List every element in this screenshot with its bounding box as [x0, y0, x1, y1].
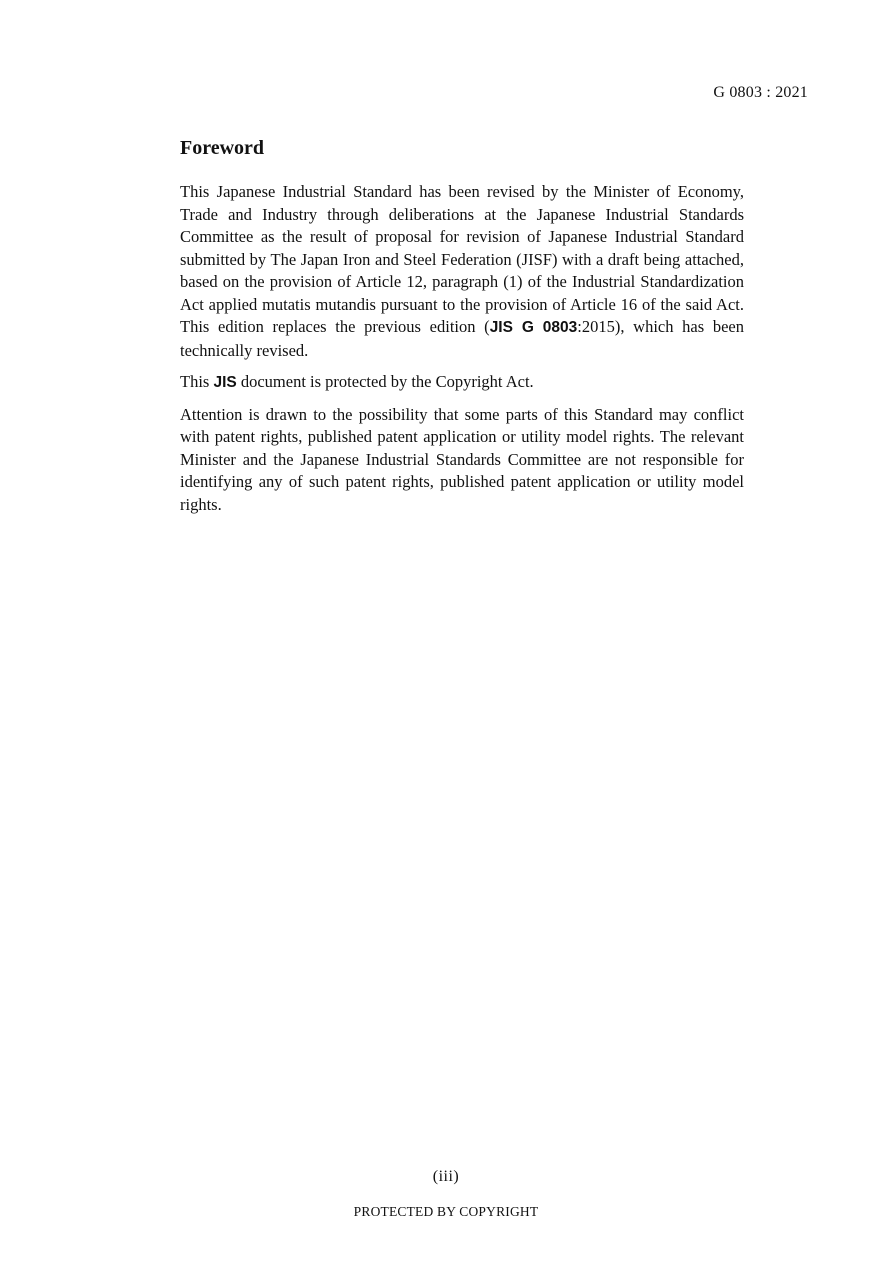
foreword-heading: Foreword — [180, 137, 265, 159]
copyright-text-start: This — [180, 372, 214, 391]
page-number: (iii) — [432, 1168, 460, 1185]
previous-edition-reference: JIS G 0803 — [489, 319, 578, 336]
revision-text-end: :2015), which has been technically revised. — [180, 317, 745, 360]
jis-mark: JIS — [213, 374, 237, 391]
copyright-paragraph — [180, 371, 744, 395]
revision-paragraph — [180, 181, 744, 362]
revision-text: This Japanese Industrial Standard has been revised by the Minister of Economy, Trade and Industry through deliberations at the Japanese Industrial Standards Committee as the result of proposal for revision of Japanese Industrial Standard submitted by The Japan Iron and Steel Federation (JISF) with a draft being attached, based on the provision of Article 12, paragraph (1) of the Industrial Standardization Act applied mutatis mutandis pursuant to the provision of Article 16 of the said Act. This edition replaces the previous edition ( — [180, 182, 744, 336]
patent-paragraph: Attention is drawn to the possibility that some parts of this Standard may conflict with patent rights, published patent application or utility model rights. The relevant Minister and the Japanese Industrial Standards Committee are not responsible for identifying any of such patent rights, published patent application or utility model rights. — [180, 404, 744, 514]
copyright-footer: PROTECTED BY COPYRIGHT — [353, 1204, 539, 1219]
foreword-section — [180, 136, 744, 525]
copyright-text-end: document is protected by the Copyright Act. — [236, 372, 534, 391]
document-id: G 0803 : 2021 — [713, 84, 808, 101]
